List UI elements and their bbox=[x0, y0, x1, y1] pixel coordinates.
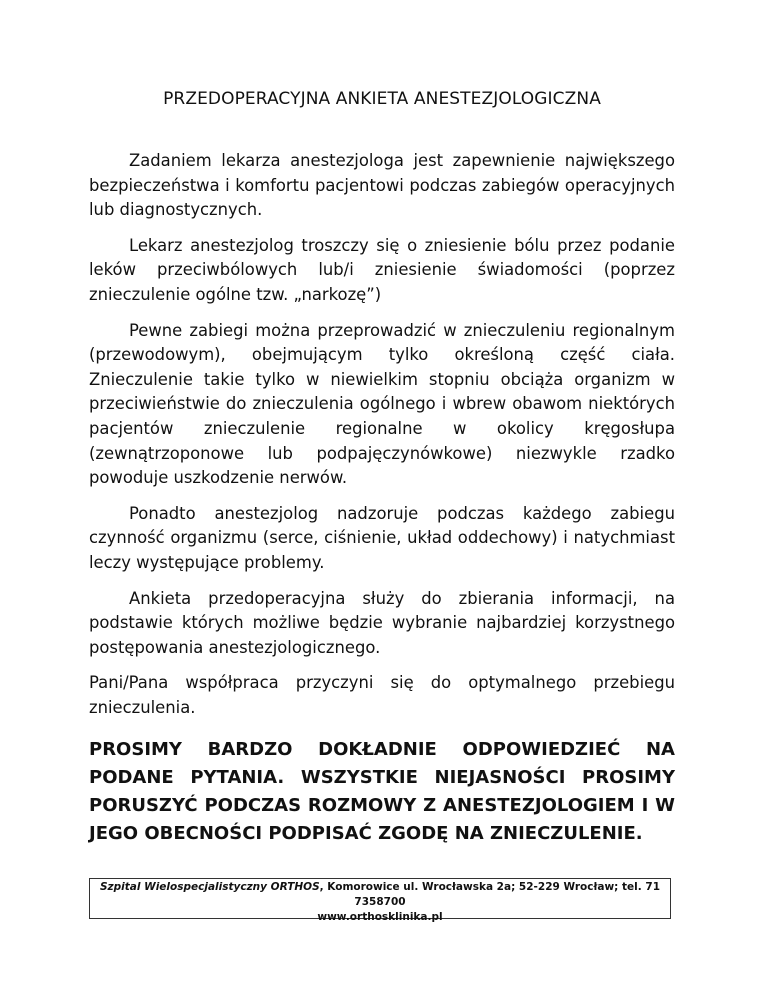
paragraph-regional-anesthesia: Pewne zabiegi można przeprowadzić w znieczuleniu regionalnym (przewodowym), obejmującym tylko określoną część ciała. Znieczulenie takie tylko w niewielkim stopniu obciąża organizm w przeciwieństwie do znieczulenia ogólnego i wbrew obawom niektórych pacjentów znieczulenie regionalne w okolicy kręgosłupa (zewnątrzoponowe lub podpajęczynówkowe) niezwykle rzadko powoduje uszkodzenie nerwów. bbox=[89, 320, 675, 488]
footer-website[interactable]: www.orthosklinika.pl bbox=[317, 911, 443, 923]
footer-box bbox=[89, 878, 671, 923]
paragraph-cooperation: Pani/Pana współpraca przyczyni się do optymalnego przebiegu znieczulenia. bbox=[89, 673, 675, 717]
emphasis-request: PROSIMY BARDZO DOKŁADNIE ODPOWIEDZIEĆ NA PODANE PYTANIA. WSZYSTKIE NIEJASNOŚCI PROSIMY PORUSZYĆ PODCZAS ROZMOWY Z ANESTEZJOLOGIEM I W JEGO OBECNOŚCI PODPISAĆ ZGODĘ NA ZNIECZULENIE. bbox=[89, 739, 675, 845]
document-body bbox=[89, 149, 675, 848]
paragraph-intro: Zadaniem lekarza anestezjologa jest zapewnienie największego bezpieczeństwa i komfortu pacjentowi podczas zabiegów operacyjnych lub diagnostycznych. bbox=[89, 151, 675, 220]
document-title: PRZEDOPERACYJNA ANKIETA ANESTEZJOLOGICZNA bbox=[163, 89, 601, 109]
paragraph-supervision: Ponadto anestezjolog nadzoruje podczas każdego zabiegu czynność organizmu (serce, ciśnienie, układ oddechowy) i natychmiast leczy występujące problemy. bbox=[89, 503, 675, 572]
footer-address-line bbox=[90, 880, 670, 910]
paragraph-pain-relief: Lekarz anestezjolog troszczy się o zniesienie bólu przez podanie leków przeciwbólowych lub/i zniesienie świadomości (poprzez znieczulenie ogólne tzw. „narkozę”) bbox=[89, 235, 675, 304]
paragraph-survey-purpose: Ankieta przedoperacyjna służy do zbierania informacji, na podstawie których możliwe będzie wybranie najbardziej korzystnego postępowania anestezjologicznego. bbox=[89, 588, 675, 657]
footer-address: , Komorowice ul. Wrocławska 2a; 52-229 Wrocław; tel. 71 7358700 bbox=[319, 881, 661, 908]
footer-hospital-name: Szpital Wielospecjalistyczny ORTHOS bbox=[99, 881, 320, 893]
